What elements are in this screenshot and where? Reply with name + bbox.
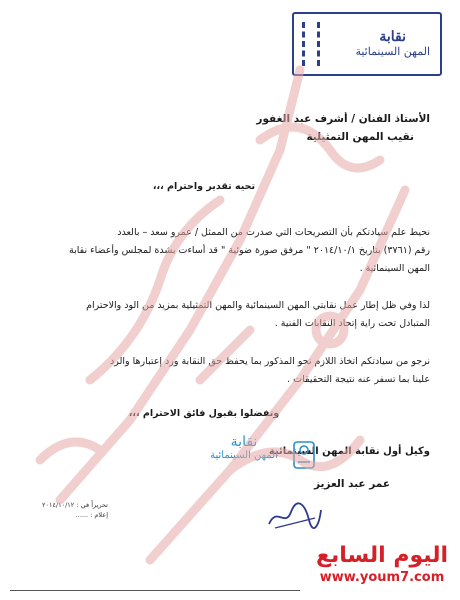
date-line: تحريراً في : ٢٠١٤/١٠/١٢ [41,501,108,509]
brand-url: www.youm7.com [319,570,445,585]
stamp-line2: المهن السينمائية [210,450,278,461]
paragraph3-line1: نرجو من سيادتكم اتخاذ اللازم نحو المذكور بما يحفظ حق النقابة ورد إعتبارها والرد [109,356,430,367]
greeting: تحيه تقدير واحترام ،،، [152,181,256,192]
header-logo-line2: المهن السينمائية [355,44,430,58]
header-logo-text [355,30,430,57]
paragraph3-line2: علينا بما تسفر عنه نتيجة التحقيقات . [287,374,430,385]
paragraph1-line1: نحيط علم سيادتكم بأن التصريحات التي صدرت من الممثل / عمرو سعد – بالعدد [117,227,430,238]
header-logo-line1: نقابة [379,29,407,46]
notice-line: إعلام : ...... [75,511,108,519]
stamp-text [196,434,292,461]
signature-name: عمر عبد العزيز [313,478,390,490]
date-block [28,500,108,520]
paragraph2-line1: لذا وفي ظل إطار عمل نقابتي المهن السينمائية والمهن التمثيلية بمزيد من الود والاحترام [86,300,430,311]
header-logo [292,12,442,76]
paragraph2-line2: المتبادل تحت راية إتحاد النقابات الفنية . [274,318,430,329]
recipient-position: نقيب المهن التمثيلية [306,131,414,143]
recipient-name: الأستاذ الفنان / أشرف عبد الغفور [256,113,430,125]
stamp-line1: نقابة [230,434,258,450]
paragraph1-line2: رقم (٣٧٦١) بتاريخ ٢٠١٤/١٠/١ " مرفق صورة ضوئية " قد أساءت بشدة لمجلس وأعضاء نقابة [69,245,430,256]
film-strip-icon [302,22,320,66]
brand-name: اليوم السابع [315,543,449,568]
signature-title: وكيل أول نقابة المهن السينمائية [268,446,430,457]
paragraph1-line3: المهن السينمائية . [359,263,430,274]
handwritten-signature [265,498,325,534]
closing-line: وتفضلوا بقبول فائق الاحترام ،،، [128,408,280,419]
brand-logo [308,542,456,598]
footer-divider [10,590,300,591]
